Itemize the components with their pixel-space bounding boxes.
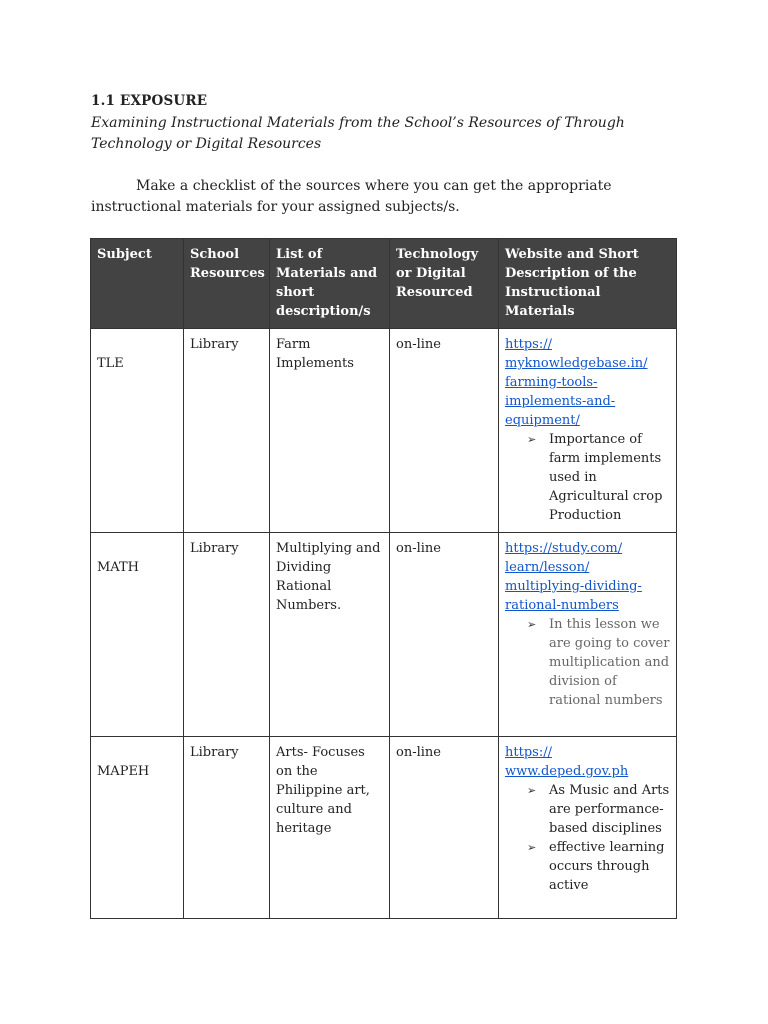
website-link[interactable]: https:// www.deped.gov.ph [505,745,629,779]
header-school-resources: School Resources [184,239,270,329]
subject-cell [91,533,184,737]
list-item: ➢ In this lesson we are going to cover multiplication and division of rational numbers [527,615,670,710]
resource-cell [184,329,270,533]
table-row [91,737,677,919]
subject-label: TLE [97,356,124,371]
materials-cell: Arts- Focuses on the Philippine art, culture and heritage [270,737,390,919]
description-list [505,615,670,710]
subject-label: MAPEH [97,764,150,779]
website-link[interactable]: https:// myknowledgebase.in/ farming-tools- implements-and- equipment/ [505,337,648,428]
header-website: Website and Short Description of the Instructional Materials [499,239,677,329]
instruction-paragraph: Make a checklist of the sources where you can get the appropriate instructional materials for your assigned subjects/s. [91,178,612,215]
resources-table [90,238,677,919]
header-materials: List of Materials and short description/s [270,239,390,329]
technology-cell: on-line [390,737,499,919]
website-cell [499,329,677,533]
section-heading: 1.1 EXPOSURE [91,93,208,109]
resource-cell [184,737,270,919]
list-item: ➢ Importance of farm implements used in Agricultural crop Production [527,430,670,525]
technology-cell: on-line [390,329,499,533]
subject-cell [91,737,184,919]
materials-cell: Multiplying and Dividing Rational Numbers. [270,533,390,737]
resource-cell: Library [184,533,270,737]
resource-label: Library [190,745,239,760]
materials-cell: Farm Implements [270,329,390,533]
subject-label: MATH [97,560,139,575]
list-item: ➢ As Music and Arts are performance-based disciplines [527,781,670,838]
table-header-row [91,239,677,329]
table-row [91,329,677,533]
technology-cell: on-line [390,533,499,737]
list-item: ➢ effective learning occurs through active [527,838,670,895]
website-link[interactable]: https://study.com/ learn/lesson/ multiplying-dividing- rational-numbers [505,541,642,613]
section-subtitle: Examining Instructional Materials from the School’s Resources of Through Technology or Digital Resources [91,115,625,152]
header-technology: Technology or Digital Resourced [390,239,499,329]
resource-label: Library [190,337,239,352]
table-row [91,533,677,737]
subject-cell [91,329,184,533]
description-list [505,781,670,895]
description-list [505,430,670,525]
website-cell [499,533,677,737]
website-cell [499,737,677,919]
header-subject: Subject [91,239,184,329]
